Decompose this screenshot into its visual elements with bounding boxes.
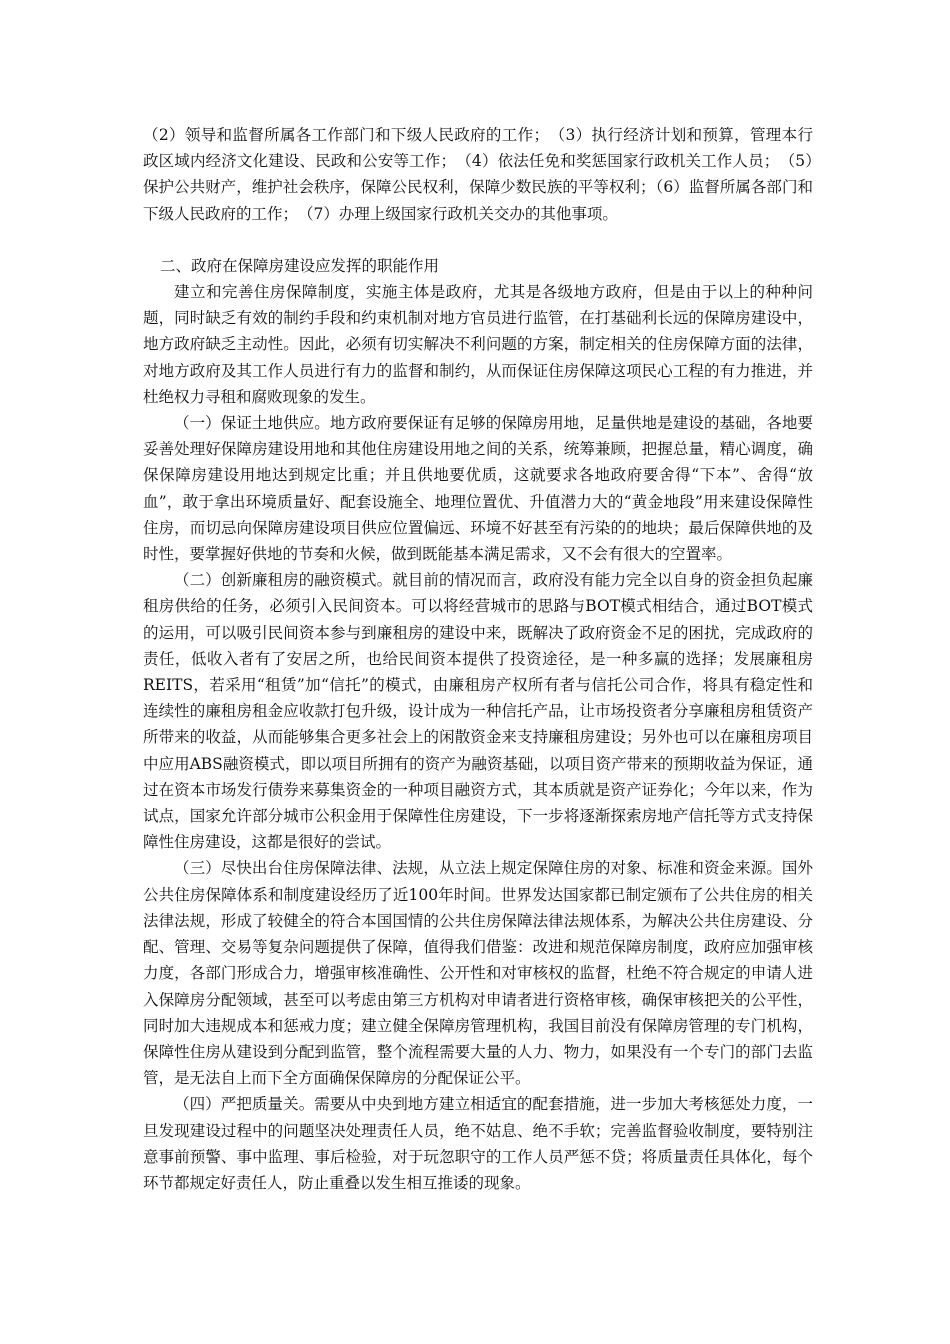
section-heading: 二、政府在保障房建设应发挥的职能作用 <box>160 256 440 275</box>
intro-paragraph: （2）领导和监督所属各工作部门和下级人民政府的工作； （3）执行经济计划和预算，管理本行政区域内经济文化建设、民政和公安等工作； （4）依法任免和奖惩国家行政机关工作人员； （5）保护公共财产，维护社会秩序，保障公民权利，保障少数民族的平等权利；（6）监督所属各部门和下级人民政府的工作； （7）办理上级国家行政机关交办的其他事项。 <box>143 126 813 223</box>
paragraph-overview: 建立和完善住房保障制度，实施主体是政府，尤其是各级地方政府，但是由于以上的种种问题，同时缺乏有效的制约手段和约束机制对地方官员进行监管，在打基础利长远的保障房建设中，地方政府缺乏主动性。因此，必须有切实解决不利问题的方案，制定相关的住房保障方面的法律，对地方政府及其工作人员进行有力的监督和制约，从而保证住房保障这项民心工程的有力推进，并杜绝权力寻租和腐败现象的发生。 <box>143 283 813 406</box>
paragraph-financing-model: （二）创新廉租房的融资模式。就目前的情况而言，政府没有能力完全以自身的资金担负起廉租房供给的任务，必须引入民间资本。可以将经营城市的思路与BOT模式相结合，通过BOT模式的运用，可以吸引民间资本参与到廉租房的建设中来，既解决了政府资金不足的困扰，完成政府的责任，低收入者有了安居之所，也给民间资本提供了投资途径，是一种多赢的选择；发展廉租房REITS，若采用“租赁”加“信托”的模式，由廉租房产权所有者与信托公司合作，将具有稳定性和连续性的廉租房租金应收款打包升级，设计成为一种信托产品，让市场投资者分享廉租房租赁资产所带来的收益，从而能够集合更多社会上的闲散资金来支持廉租房建设；另外也可以在廉租房项目中应用ABS融资模式，即以项目所拥有的资产为融资基础，以项目资产带来的预期收益为保证，通过在资本市场发行债券来募集资金的一种项目融资方式，其本质就是资产证券化；今年以来，作为试点，国家允许部分城市公积金用于保障性住房建设，下一步将逐渐探索房地产信托等方式支持保障性住房建设，这都是很好的尝试。 <box>143 571 813 852</box>
paragraph-legislation: （三）尽快出台住房保障法律、法规，从立法上规定保障住房的对象、标准和资金来源。国外公共住房保障体系和制度建设经历了近100年时间。世界发达国家都已制定颁布了公共住房的相关法律法规，形成了较健全的符合本国国情的公共住房保障法律法规体系，为解决公共住房建设、分配、管理、交易等复杂问题提供了保障，值得我们借鉴：改进和规范保障房制度，政府应加强审核力度，各部门形成合力，增强审核准确性、公开性和对审核权的监督，杜绝不符合规定的申请人进入保障房分配领域，甚至可以考虑由第三方机构对申请者进行资格审核，确保审核把关的公平性，同时加大违规成本和惩戒力度；建立健全保障房管理机构，我国目前没有保障房管理的专门机构，保障性住房从建设到分配到监管，整个流程需要大量的人力、物力，如果没有一个专门的部门去监管，是无法自上而下全方面确保保障房的分配保证公平。 <box>143 859 813 1088</box>
paragraph-quality-control: （四）严把质量关。需要从中央到地方建立相适宜的配套措施，进一步加大考核惩处力度，一旦发现建设过程中的问题坚决处理责任人员，绝不姑息、绝不手软；完善监督验收制度，要特别注意事前预警、事中监理、事后检验，对于玩忽职守的工作人员严惩不贷；将质量责任具体化，每个环节都规定好责任人，防止重叠以发生相互推诿的现象。 <box>143 1095 813 1192</box>
paragraph-land-supply: （一）保证土地供应。地方政府要保证有足够的保障房用地，足量供地是建设的基础，各地要妥善处理好保障房建设用地和其他住房建设用地之间的关系，统筹兼顾，把握总量，精心调度，确保保障房建设用地达到规定比重；并且供地要优质，这就要求各地政府要舍得“下本”、舍得“放血”，敢于拿出环境质量好、配套设施全、地理位置优、升值潜力大的“黄金地段”用来建设保障性住房，而切忌向保障房建设项目供应位置偏远、环境不好甚至有污染的的地块；最后保障供地的及时性，要掌握好供地的节奏和火候，做到既能基本满足需求，又不会有很大的空置率。 <box>143 414 813 564</box>
document-page <box>143 122 813 1196</box>
